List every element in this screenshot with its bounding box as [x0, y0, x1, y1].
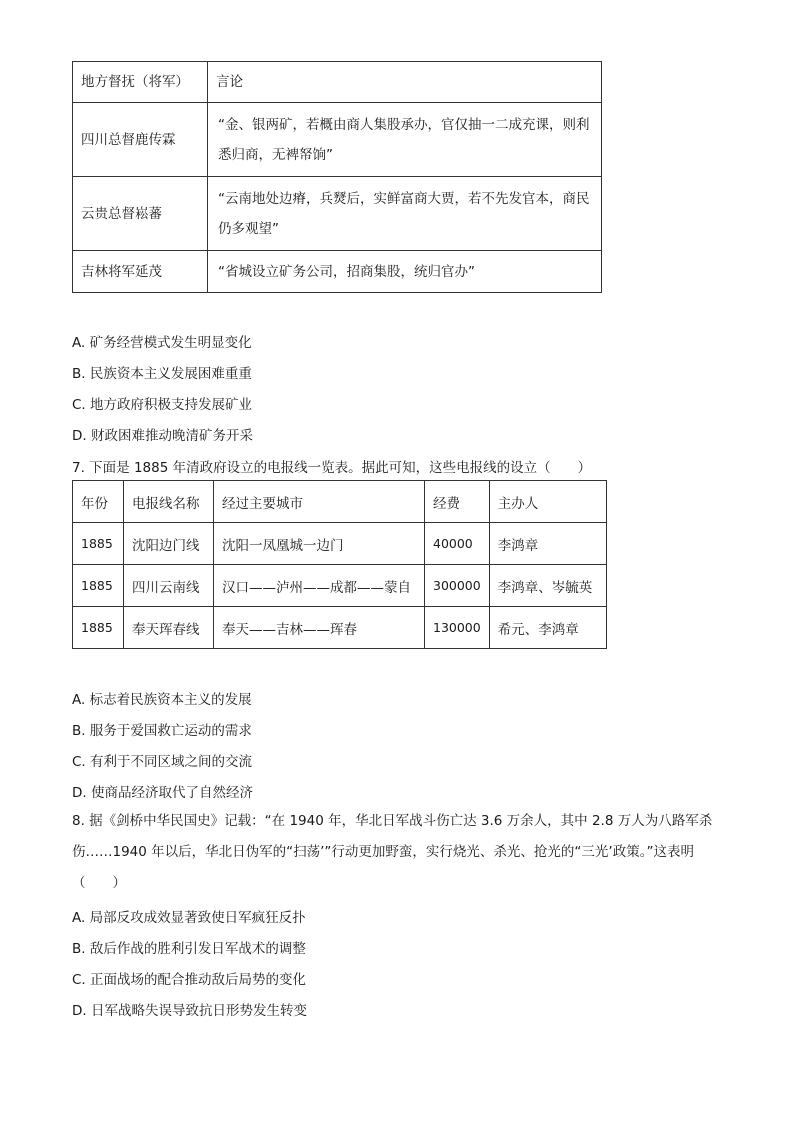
table-row — [73, 103, 602, 177]
table-header-cell: 年份 — [73, 481, 124, 523]
table-header-row — [73, 62, 602, 103]
table-header-cell: 经过主要城市 — [214, 481, 425, 523]
table-cell: 云贵总督崧蕃 — [73, 177, 208, 251]
table-cell: 130000 — [425, 607, 490, 649]
table-header-cell: 言论 — [208, 62, 602, 103]
table-cell: 1885 — [73, 607, 124, 649]
table-cell: 吉林将军延茂 — [73, 251, 208, 293]
answer-option-c: C. 有利于不同区域之间的交流 — [72, 754, 253, 770]
table-cell: “金、银两矿，若概由商人集股承办，官仅抽一二成充课，则利悉归商，无裨帑饷” — [208, 103, 602, 177]
question-7-stem: 7. 下面是 1885 年清政府设立的电报线一览表。据此可知，这些电报线的设立（ ） — [72, 460, 592, 476]
table-header-cell: 经费 — [425, 481, 490, 523]
table-cell: 1885 — [73, 523, 124, 565]
telegraph-lines-table — [72, 480, 607, 649]
answer-option-d: D. 日军战略失误导致抗日形势发生转变 — [72, 1003, 307, 1019]
answer-option-a: A. 矿务经营模式发生明显变化 — [72, 335, 252, 351]
table-row — [73, 523, 607, 565]
answer-option-c: C. 正面战场的配合推动敌后局势的变化 — [72, 972, 307, 988]
governor-statements-table — [72, 61, 602, 293]
table-cell: 奉天珲春线 — [124, 607, 214, 649]
table-row — [73, 607, 607, 649]
table-cell: 40000 — [425, 523, 490, 565]
table-cell: 沈阳一凤凰城一边门 — [214, 523, 425, 565]
table-cell: 希元、李鸿章 — [489, 607, 606, 649]
table-cell: 四川云南线 — [124, 565, 214, 607]
table-cell: 汉口——泸州——成都——蒙自 — [214, 565, 425, 607]
answer-option-a: A. 局部反攻成效显著致使日军疯狂反扑 — [72, 910, 306, 926]
table-cell: 1885 — [73, 565, 124, 607]
table-row — [73, 251, 602, 293]
answer-option-d: D. 使商品经济取代了自然经济 — [72, 785, 253, 801]
table-row — [73, 565, 607, 607]
table-cell: 李鸿章 — [489, 523, 606, 565]
table-cell: “省城设立矿务公司，招商集股，统归官办” — [208, 251, 602, 293]
table-cell: 奉天——吉林——珲春 — [214, 607, 425, 649]
answer-option-b: B. 敌后作战的胜利引发日军战术的调整 — [72, 941, 306, 957]
answer-option-c: C. 地方政府积极支持发展矿业 — [72, 397, 253, 413]
table-cell: 沈阳边门线 — [124, 523, 214, 565]
table-row — [73, 177, 602, 251]
table-cell: 李鸿章、岑毓英 — [489, 565, 606, 607]
answer-option-b: B. 民族资本主义发展困难重重 — [72, 366, 252, 382]
table-header-cell: 主办人 — [489, 481, 606, 523]
answer-option-d: D. 财政困难推动晚清矿务开采 — [72, 428, 253, 444]
table-header-row — [73, 481, 607, 523]
question-8-stem: 8. 据《剑桥中华民国史》记载：“在 1940 年，华北日军战斗伤亡达 3.6 万余人，其中 2.8 万人为八路军杀伤……1940 年以后，华北日伪军的“扫荡’”行动更加野蛮，实行烧光、杀光、抢光的“三光’政策。”这表明（ ） — [72, 813, 713, 891]
table-cell: “云南地处边瘠，兵燹后，实鲜富商大贾，若不先发官本，商民仍多观望” — [208, 177, 602, 251]
table-header-cell: 电报线名称 — [124, 481, 214, 523]
answer-option-b: B. 服务于爱国救亡运动的需求 — [72, 723, 252, 739]
answer-option-a: A. 标志着民族资本主义的发展 — [72, 692, 252, 708]
table-cell: 300000 — [425, 565, 490, 607]
table-cell: 四川总督鹿传霖 — [73, 103, 208, 177]
table-header-cell: 地方督抚（将军） — [73, 62, 208, 103]
